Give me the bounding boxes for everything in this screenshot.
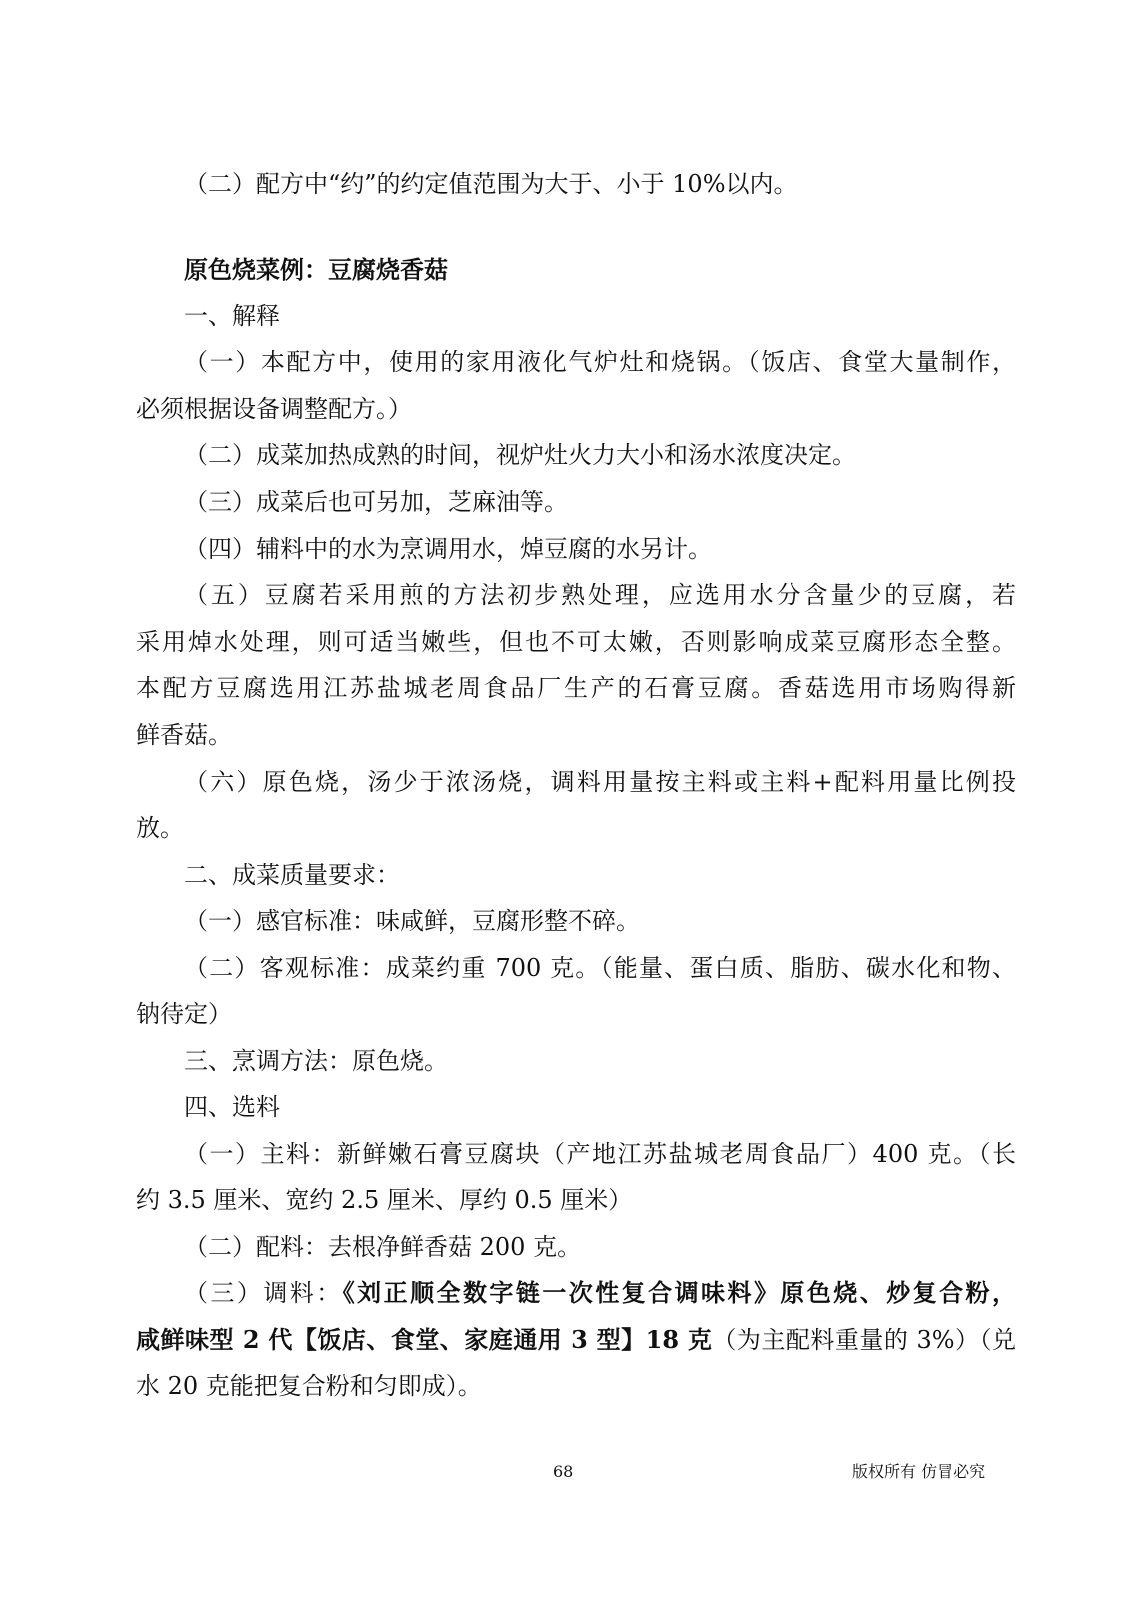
paragraph-line: （二）客观标准：成菜约重 700 克。（能量、蛋白质、脂肪、碳水化和物、 <box>184 954 1016 982</box>
recipe-title: 原色烧菜例：豆腐烧香菇 <box>184 255 448 284</box>
seasoning-product-name: 《刘正顺全数字链一次性复合调味料》原色烧、炒复合粉， <box>342 1278 1017 1307</box>
paragraph-line: 鲜香菇。 <box>136 721 232 749</box>
paragraph-line: 采用焯水处理，则可适当嫩些，但也不可太嫩，否则影响成菜豆腐形态全整。 <box>136 628 1016 656</box>
seasoning-ratio: （为主配料重量的 3%）（兑 <box>712 1326 1016 1354</box>
paragraph-line: （四）辅料中的水为烹调用水，焯豆腐的水另计。 <box>184 535 712 563</box>
paragraph-line: （一）感官标准：味咸鲜，豆腐形整不碎。 <box>184 907 640 935</box>
paragraph-line: （二）成菜加热成熟的时间，视炉灶火力大小和汤水浓度决定。 <box>184 441 856 469</box>
seasoning-prefix: （三）调料： <box>184 1279 343 1307</box>
paragraph-line: （一）主料：新鲜嫩石膏豆腐块（产地江苏盐城老周食品厂）400 克。（长 <box>184 1140 1016 1168</box>
paragraph-line: 钠待定） <box>136 1000 232 1028</box>
paragraph-line: （三）成菜后也可另加，芝麻油等。 <box>184 488 568 516</box>
paragraph-line: （五）豆腐若采用煎的方法初步熟处理，应选用水分含量少的豆腐，若 <box>184 581 1016 609</box>
paragraph-line: （二）配方中“约”的约定值范围为大于、小于 10%以内。 <box>184 170 798 198</box>
paragraph-line: 必须根据设备调整配方。） <box>136 395 412 423</box>
paragraph-line: 放。 <box>136 814 184 842</box>
paragraph-line: （一）本配方中，使用的家用液化气炉灶和烧锅。（饭店、食堂大量制作， <box>184 348 1016 376</box>
page-number: 68 <box>553 1462 574 1481</box>
paragraph-line: 本配方豆腐选用江苏盐城老周食品厂生产的石膏豆腐。香菇选用市场购得新 <box>136 674 1016 702</box>
section-heading: 二、成菜质量要求： <box>184 861 400 889</box>
section-heading: 三、烹调方法：原色烧。 <box>184 1047 448 1075</box>
seasoning-product-spec: 咸鲜味型 2 代【饭店、食堂、家庭通用 3 型】18 克 <box>136 1325 713 1354</box>
seasoning-line-1 <box>184 1277 1016 1309</box>
copyright-notice: 版权所有 仿冒必究 <box>852 1462 986 1481</box>
paragraph-line: 约 3.5 厘米、宽约 2.5 厘米、厚约 0.5 厘米） <box>136 1186 633 1214</box>
section-heading: 四、选料 <box>184 1093 280 1121</box>
paragraph-line: （六）原色烧，汤少于浓汤烧，调料用量按主料或主料+配料用量比例投 <box>184 768 1016 796</box>
paragraph-line: （二）配料：去根净鲜香菇 200 克。 <box>184 1233 582 1261</box>
seasoning-line-2 <box>136 1324 1016 1356</box>
section-heading: 一、解释 <box>184 302 280 330</box>
seasoning-line-3: 水 20 克能把复合粉和匀即成）。 <box>136 1372 482 1400</box>
